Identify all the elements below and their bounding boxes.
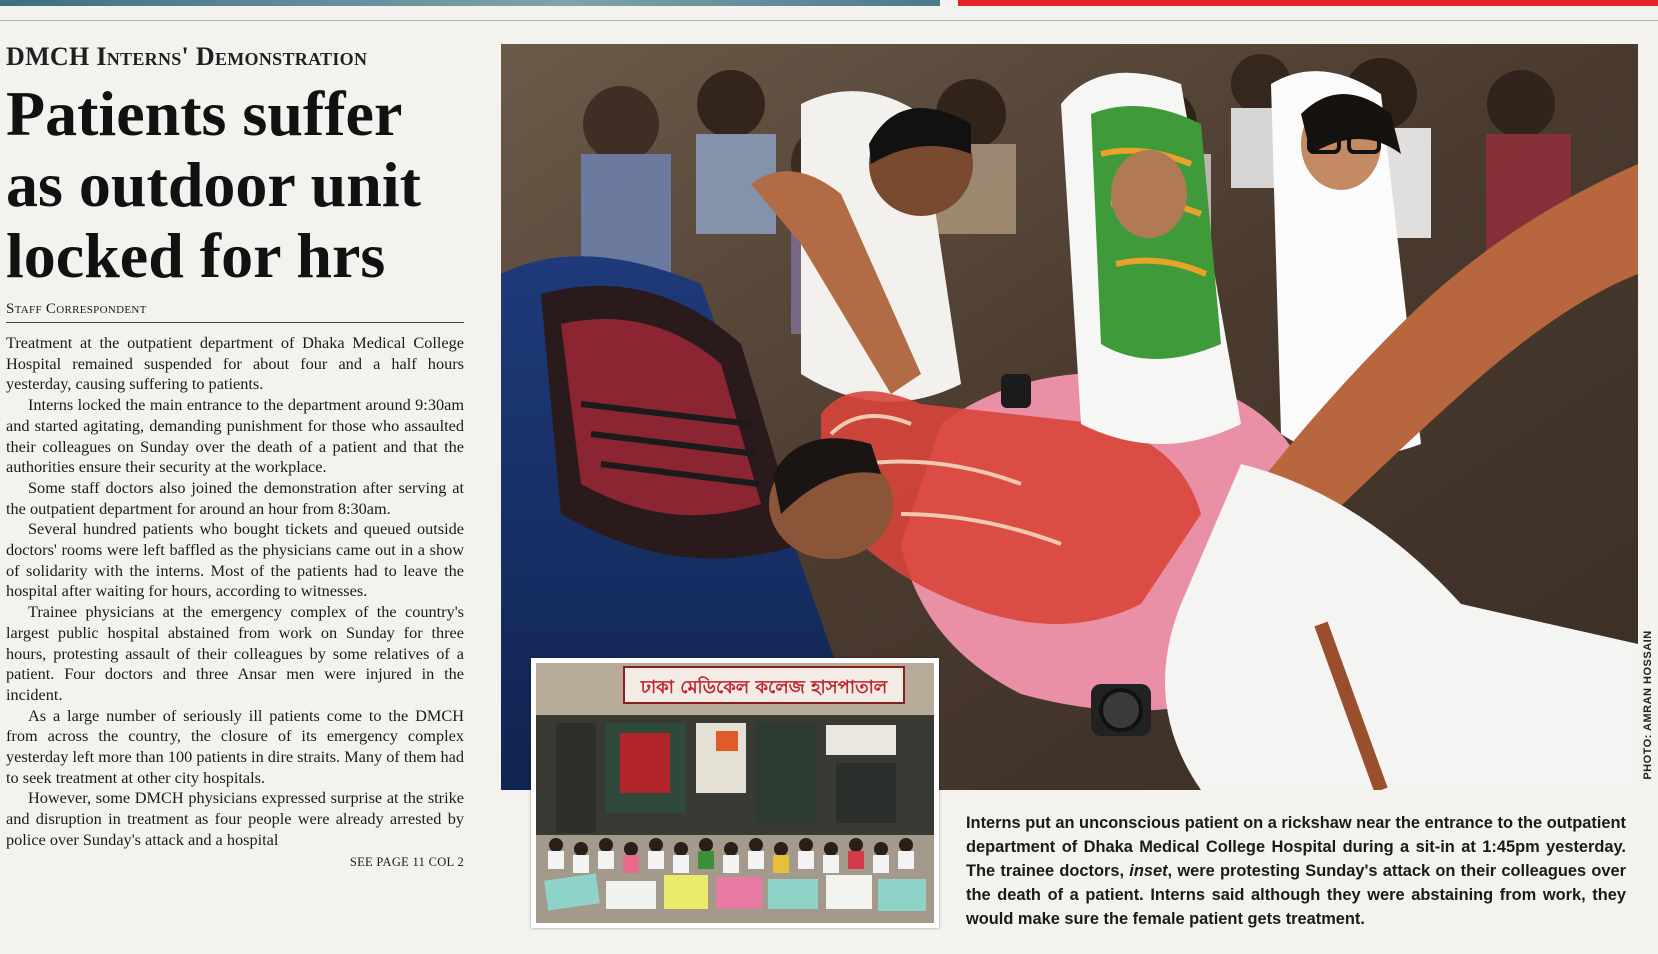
article-column <box>6 40 464 870</box>
inset-banner-text: ঢাকা মেডিকেল কলেজ হাসপাতাল <box>640 677 888 698</box>
caption-text-part2: , were protesting Sunday's attack on their colleagues over the death of a patient. Interns said although they were abstaining from work, they would make sure the female patient gets treatment. <box>966 862 1626 928</box>
continuation-link[interactable]: SEE PAGE 11 COL 2 <box>349 854 464 869</box>
inset-photo <box>531 658 939 928</box>
article-paragraph: Treatment at the outpatient department of Dhaka Medical College Hospital remained suspended for about four and a half hours yesterday, causing suffering to patients. <box>6 333 464 394</box>
article-kicker: DMCH Interns' Demonstration <box>6 42 368 71</box>
article-paragraph: Interns locked the main entrance to the department around 9:30am and started agitating, demanding punishment for those who assaulted their colleagues on Sunday over the death of a patient and that the authorities ensure their security at the workplace. <box>6 395 464 477</box>
article-body <box>6 333 464 851</box>
caption-text-part1: Interns put an unconscious patient on a rickshaw near the entrance to the outpatient department of Dhaka Medical College Hospital during a sit-in at 1:45pm yesterday. The trainee doctors, <box>966 814 1626 880</box>
photo-credit <box>1638 617 1658 792</box>
page-rule <box>0 20 1658 21</box>
caption-inset-word: inset <box>1129 862 1168 880</box>
top-rule-teal <box>0 0 940 6</box>
article-paragraph: Some staff doctors also joined the demonstration after serving at the outpatient department for around an hour from 8:30am. <box>6 477 464 518</box>
article-paragraph: However, some DMCH physicians expressed surprise at the strike and disruption in treatment as four people were already arrested by police over Sunday's attack and a hospital <box>6 788 464 849</box>
top-rule-red <box>958 0 1658 6</box>
article-paragraph: As a large number of seriously ill patients come to the DMCH from across the country, the closure of its emergency complex yesterday left more than 100 patients in dire straits. Many of them had to seek treatment at other city hospitals. <box>6 705 465 787</box>
article-paragraph: Several hundred patients who bought tickets and queued outside doctors' rooms were left baffled as the physicians came out in a show of solidarity with the interns. Most of the patients had to leave the hospital after waiting for hours, according to witnesses. <box>6 519 464 601</box>
photo-caption <box>966 811 1626 931</box>
photo-credit-text: PHOTO: AMRAN HOSSAIN <box>1642 629 1654 780</box>
article-paragraph: Trainee physicians at the emergency complex of the country's largest public hospital abstained from work on Sunday for three hours, protesting assault of their colleagues by some relatives of a patient. Four doctors and three Ansar men were injured in the incident. <box>6 602 464 704</box>
article-byline: Staff Correspondent <box>6 301 464 323</box>
article-headline: Patients suffer as outdoor unit locked for hrs <box>6 78 421 291</box>
inset-photo-illustration <box>536 663 934 923</box>
